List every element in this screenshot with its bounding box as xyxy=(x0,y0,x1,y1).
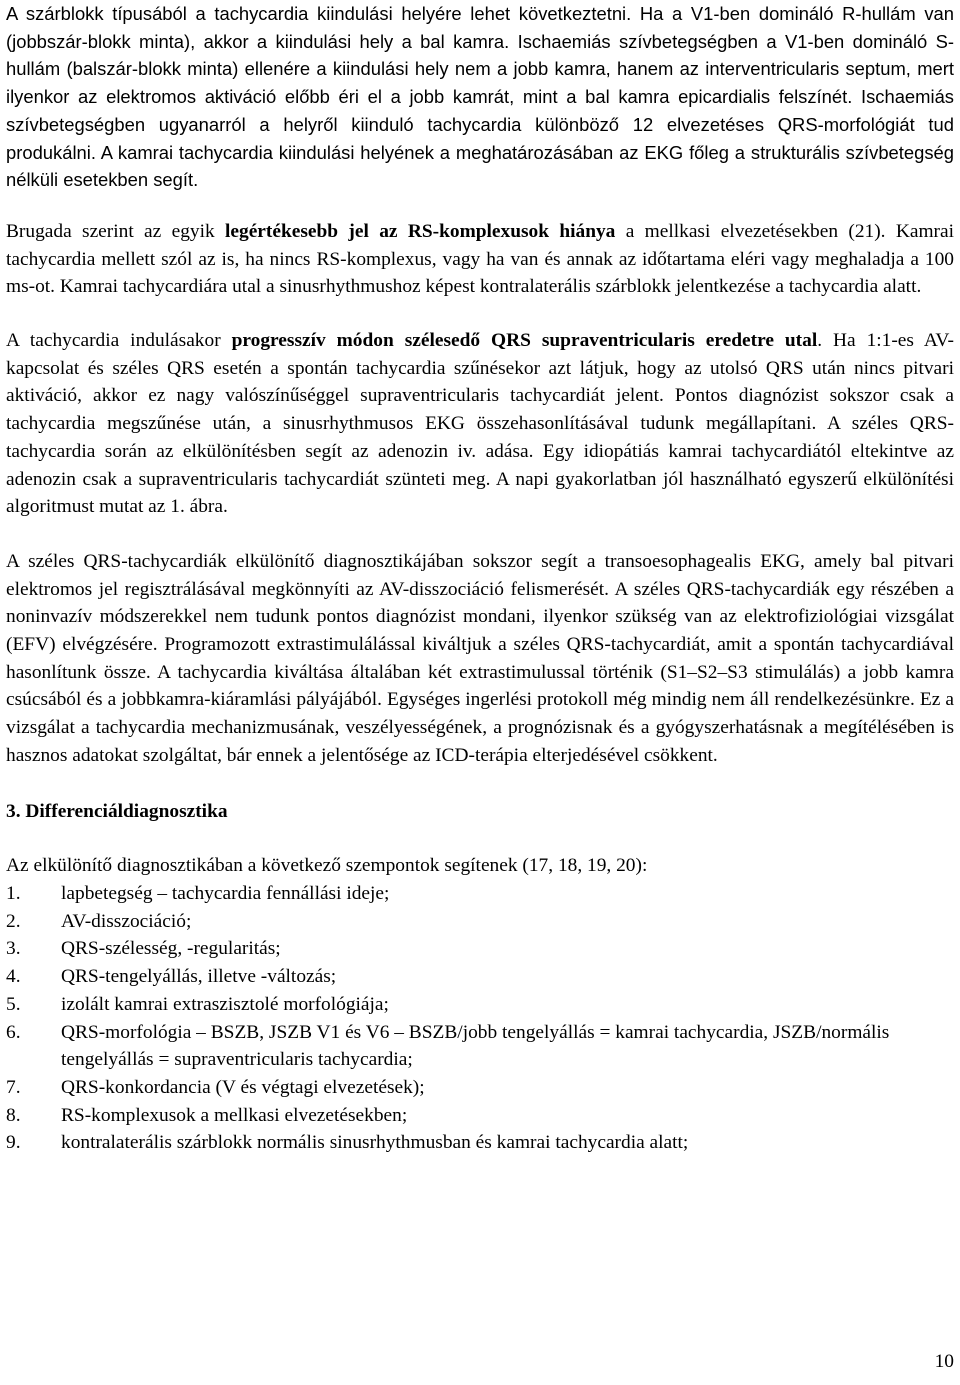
paragraph-bundle-branch-origin: A szárblokk típusából a tachycardia kiindulási helyére lehet következtetni. Ha a V1-ben domináló R-hullám van (jobbszár-blokk minta), akkor a kiindulási hely a bal kamra. Ischaemiás szívbetegségben a V1-ben domináló S-hullám (balszár-blokk minta) ellenére a kiindulási hely nem a jobb kamra, hanem az interventricularis septum, mert ilyenkor az elektromos aktiváció előbb éri el a jobb kamrát, mint a bal kamra epicardialis felszínét. Ischaemiás szívbetegségben ugyanarról a helyről kiinduló tachycardia különböző 12 elvezetéses QRS-morfológiát tud produkálni. A kamrai tachycardia kiindulási helyének a meghatározásában az EKG főleg a strukturális szívbetegség nélküli esetekben segít. xyxy=(6,3,954,191)
paragraph-gap xyxy=(6,301,954,327)
list-item-text: kontralaterális szárblokk normális sinusrhythmusban és kamrai tachycardia alatt; xyxy=(61,1132,689,1154)
list-item xyxy=(6,991,954,1019)
section-intro: Az elkülönítő diagnosztikában a következő szempontok segítenek (17, 18, 19, 20): xyxy=(6,855,648,877)
list-item xyxy=(6,1074,954,1102)
criteria-list xyxy=(6,880,954,1157)
list-item xyxy=(6,963,954,991)
paragraph-text: . Ha 1:1-es AV-kapcsolat és széles QRS esetén a spontán tachycardia szűnésekor azt látjuk, hogy az utolsó QRS után nincs pitvari aktiváció, akkor ez nagy valószínűséggel supraventricularis tachycardiát jelent. Pontos diagnózist sokszor csak a tachycardia megszűnése után, a sinusrhythmusos EKG összehasonlításával tudunk megállapítani. A széles QRS-tachycardia során az elkülönítésben segít az adenozin iv. adása. Egy idiopátiás kamrai tachycardiától eltekintve az adenozin csak a supraventricularis tachycardiát szünteti meg. A napi gyakorlatban jól használható egyszerű elkülönítési algoritmust mutat az 1. ábra. xyxy=(6,330,955,518)
page-number: 10 xyxy=(934,1351,954,1372)
paragraph-text: A tachycardia indulásakor xyxy=(6,330,232,352)
list-item-text: QRS-morfológia – BSZB, JSZB V1 és V6 – BSZB/jobb tengelyállás = kamrai tachycardia, JSZB/normális tengelyállás = supraventricularis tachycardia; xyxy=(61,1021,890,1071)
emphasis-text: legértékesebb jel az RS-komplexusok hiánya xyxy=(225,220,616,242)
list-item xyxy=(6,1102,954,1130)
list-item-number: 8. xyxy=(6,1104,21,1126)
list-item-text: QRS-konkordancia (V és végtagi elvezetések); xyxy=(61,1076,425,1098)
list-item xyxy=(6,935,954,963)
emphasis-text: progresszív módon szélesedő QRS supraventricularis eredetre utal xyxy=(231,330,818,352)
list-item-number: 7. xyxy=(6,1076,21,1098)
list-item-number: 2. xyxy=(6,910,21,932)
list-item-number: 6. xyxy=(6,1021,21,1043)
list-item-number: 1. xyxy=(6,882,21,904)
list-item-number: 5. xyxy=(6,993,21,1015)
list-item xyxy=(6,1129,954,1157)
paragraph-progressive-qrs xyxy=(6,327,954,521)
paragraph-transoesophageal: A széles QRS-tachycardiák elkülönítő diagnosztikájában sokszor segít a transoesophagealis EKG, amely bal pitvari elektromos jel regisztrálásával megkönnyíti az AV-disszociáció felismerését. A széles QRS-tachycardiák egy részében a noninvazív módszerekkel nem tudunk pontos diagnózist mondani, ilyenkor szükség van az elektrofiziológiai vizsgálat (EFV) elvégzésére. Programozott extrastimulálással kiváltjuk a széles QRS-tachycardiát, amit a spontán tachycardiával hasonlítunk össze. A tachycardia kiváltása általában két extrastimulussal történik (S1–S2–S3 stimulálás) a jobb kamra csúcsából és a jobbkamra-kiáramlási pályájából. Egységes ingerlési protokoll még mindig nem áll rendelkezésünkre. Ez a vizsgálat a tachycardia mechanizmusának, veszélyességének, a prognózisnak és a gyógyszerhatásnak a megítélésében is hasznos adatokat szolgáltat, bár ennek a jelentősége az ICD-terápia elterjedésével csökkent. xyxy=(6,550,954,766)
paragraph-text: a mellkasi elvezetésekben (21). Kamrai tachycardia mellett szól az is, ha nincs RS-komplexus, vagy ha van és annak az időtartama eléri vagy meghaladja a 100 ms-ot. Kamrai tachycardiára utal a sinusrhythmushoz képest kontralaterális szárblokk jelentkezése a tachycardia alatt. xyxy=(6,220,955,298)
paragraph-gap xyxy=(6,825,954,852)
list-item-number: 4. xyxy=(6,966,21,988)
list-item-number: 3. xyxy=(6,938,21,960)
paragraph-brugada xyxy=(6,218,954,301)
paragraph-gap xyxy=(6,770,954,798)
list-item-text: RS-komplexusok a mellkasi elvezetésekben; xyxy=(61,1104,408,1126)
paragraph-gap xyxy=(6,194,954,218)
paragraph-text: Brugada szerint az egyik xyxy=(6,220,226,242)
document-page xyxy=(6,0,954,1157)
list-item xyxy=(6,1019,954,1074)
list-item xyxy=(6,908,954,936)
list-item-text: QRS-szélesség, -regularitás; xyxy=(61,938,281,960)
list-item-text: izolált kamrai extraszisztolé morfológiája; xyxy=(61,993,389,1015)
list-item-text: AV-disszociáció; xyxy=(61,910,192,932)
list-item-text: QRS-tengelyállás, illetve -változás; xyxy=(61,966,337,988)
paragraph-gap xyxy=(6,521,954,548)
list-item-number: 9. xyxy=(6,1132,21,1154)
list-item-text: lapbetegség – tachycardia fennállási ideje; xyxy=(61,882,390,904)
list-item xyxy=(6,880,954,908)
section-heading: 3. Differenciáldiagnosztika xyxy=(6,800,228,822)
